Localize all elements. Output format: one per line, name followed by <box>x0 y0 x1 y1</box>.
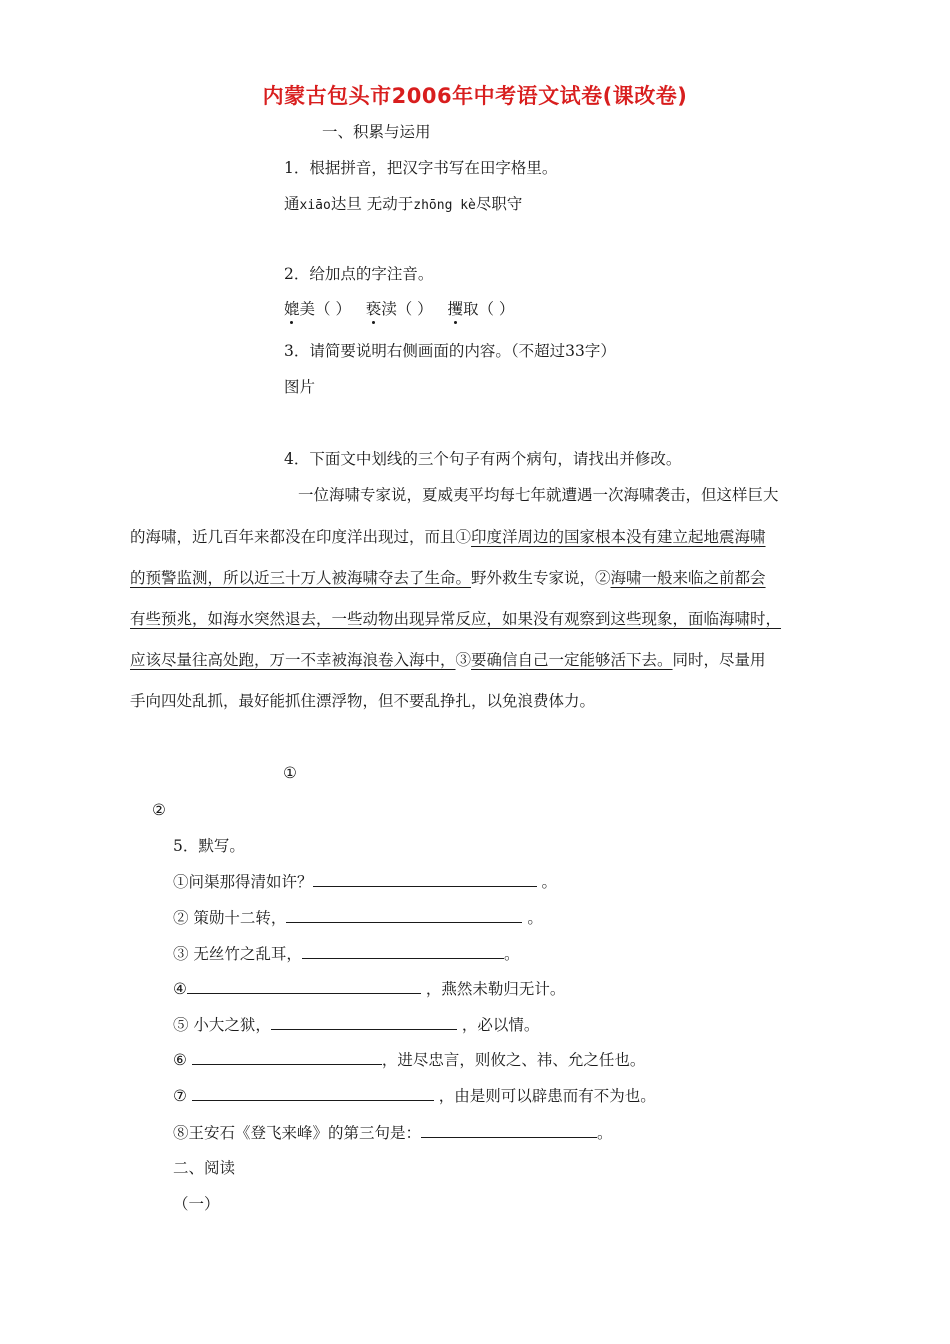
recitation-item-4 <box>173 979 565 999</box>
q1-char-b: 达旦 无动于 <box>330 195 414 213</box>
recitation-item-8 <box>173 1123 613 1143</box>
recitation-suffix: ，进尽忠言，则攸之、祎、允之任也。 <box>381 1051 646 1069</box>
q2-item-1 <box>284 300 351 318</box>
recitation-prompt: ⑥ <box>173 1051 187 1069</box>
fill-blank[interactable] <box>192 1050 382 1065</box>
recitation-prompt: ⑤ 小大之狱， <box>173 1016 271 1034</box>
question-4-prompt: 4．下面文中划线的三个句子有两个病句，请找出并修改。 <box>284 450 682 468</box>
recitation-item-1 <box>173 872 557 892</box>
passage-line-5 <box>130 650 766 670</box>
recitation-suffix: 。 <box>541 873 557 891</box>
question-1-pinyin-line <box>284 194 522 216</box>
fill-blank[interactable] <box>421 1123 597 1138</box>
q1-char-c: 尽职守 <box>475 195 523 213</box>
question-2-items <box>284 299 514 319</box>
underlined-sentence-2-end: 应该尽量往高处跑，万一不幸被海浪卷入海中， <box>130 651 456 669</box>
question-5-prompt: 5．默写。 <box>173 837 245 855</box>
underlined-sentence-2-mid: 有些预兆，如海水突然退去，一些动物出现异常反应，如果没有观察到这些现象，面临海啸时， <box>130 610 782 628</box>
q1-char-a: 通 <box>284 195 300 213</box>
q2-item-2-rest: 渎（ ） <box>381 300 433 318</box>
recitation-item-5 <box>173 1015 539 1035</box>
recitation-suffix: ，燕然未勒归无计。 <box>425 980 566 998</box>
q2-item-2 <box>366 300 433 318</box>
q2-item-3-rest: 取（ ） <box>462 300 515 318</box>
section-subheading: （一） <box>173 1195 220 1213</box>
passage-line-4 <box>130 609 781 629</box>
passage-text: 一位海啸专家说，夏威夷平均每七年就遭遇一次海啸袭击，但这样巨大 <box>298 486 779 504</box>
page-title: 内蒙古包头市2006年中考语文试卷(课改卷) <box>262 84 688 108</box>
passage-line-1 <box>298 485 779 505</box>
recitation-prompt: ② 策勋十二转， <box>173 909 287 927</box>
q2-dotted-char-2: 亵 <box>365 300 382 318</box>
answer-marker-2: ② <box>152 801 166 819</box>
answer-marker-1: ① <box>283 764 297 782</box>
q1-pinyin-b: zhōng kè <box>413 198 476 213</box>
recitation-suffix: 。 <box>597 1124 613 1142</box>
q1-pinyin-a: xiāo <box>299 198 331 213</box>
passage-text: 野外救生专家说，② <box>471 569 611 587</box>
q2-item-3 <box>447 300 514 318</box>
q2-dotted-char-3: 攫 <box>447 300 463 318</box>
section-heading-1: 一、积累与运用 <box>322 123 431 141</box>
passage-line-2 <box>130 527 766 547</box>
recitation-prompt: ⑧王安石《登飞来峰》的第三句是： <box>173 1124 422 1142</box>
question-3-image-label: 图片 <box>284 378 316 396</box>
passage-text: ③ <box>455 651 472 669</box>
question-1-prompt: 1．根据拼音，把汉字书写在田字格里。 <box>284 159 558 177</box>
fill-blank[interactable] <box>187 979 421 994</box>
passage-text: 同时，尽量用 <box>672 651 766 669</box>
fill-blank[interactable] <box>271 1015 457 1030</box>
fill-blank[interactable] <box>313 872 537 887</box>
recitation-suffix: 。 <box>503 945 520 963</box>
underlined-sentence-1-end: 的预警监测，所以近三十万人被海啸夺去了生命。 <box>130 569 472 587</box>
underlined-sentence-2: 海啸一般来临之前都会 <box>610 569 766 587</box>
question-3-prompt: 3．请简要说明右侧画面的内容。（不超过33字） <box>284 342 616 360</box>
passage-text: 的海啸，近几百年来都没在印度洋出现过，而且① <box>130 528 472 546</box>
passage-line-6 <box>130 691 595 711</box>
q2-item-1-rest: 美（ ） <box>299 300 351 318</box>
passage-line-3 <box>130 568 766 588</box>
recitation-item-3 <box>173 944 519 964</box>
fill-blank[interactable] <box>192 1086 434 1101</box>
recitation-prompt: ①问渠那得清如许？ <box>173 873 313 891</box>
fill-blank[interactable] <box>302 944 504 959</box>
recitation-suffix: ，必以情。 <box>461 1016 540 1034</box>
underlined-sentence-3: 要确信自己一定能够活下去。 <box>471 651 673 669</box>
question-2-prompt: 2．给加点的字注音。 <box>284 265 434 283</box>
underlined-sentence-1: 印度洋周边的国家根本没有建立起地震海啸 <box>471 528 766 546</box>
recitation-suffix: 。 <box>527 909 543 927</box>
recitation-prompt: ③ 无丝竹之乱耳， <box>173 945 302 963</box>
section-heading-2: 二、阅读 <box>173 1159 236 1177</box>
q2-dotted-char-1: 媲 <box>284 300 300 318</box>
recitation-prompt: ④ <box>173 980 187 998</box>
recitation-suffix: ，由是则可以辟患而有不为也。 <box>438 1087 656 1105</box>
recitation-prompt: ⑦ <box>173 1087 187 1105</box>
recitation-item-2 <box>173 908 543 928</box>
recitation-item-6 <box>173 1050 645 1070</box>
fill-blank[interactable] <box>286 908 522 923</box>
recitation-item-7 <box>173 1086 656 1106</box>
passage-text: 手向四处乱抓，最好能抓住漂浮物，但不要乱挣扎，以免浪费体力。 <box>130 692 596 710</box>
